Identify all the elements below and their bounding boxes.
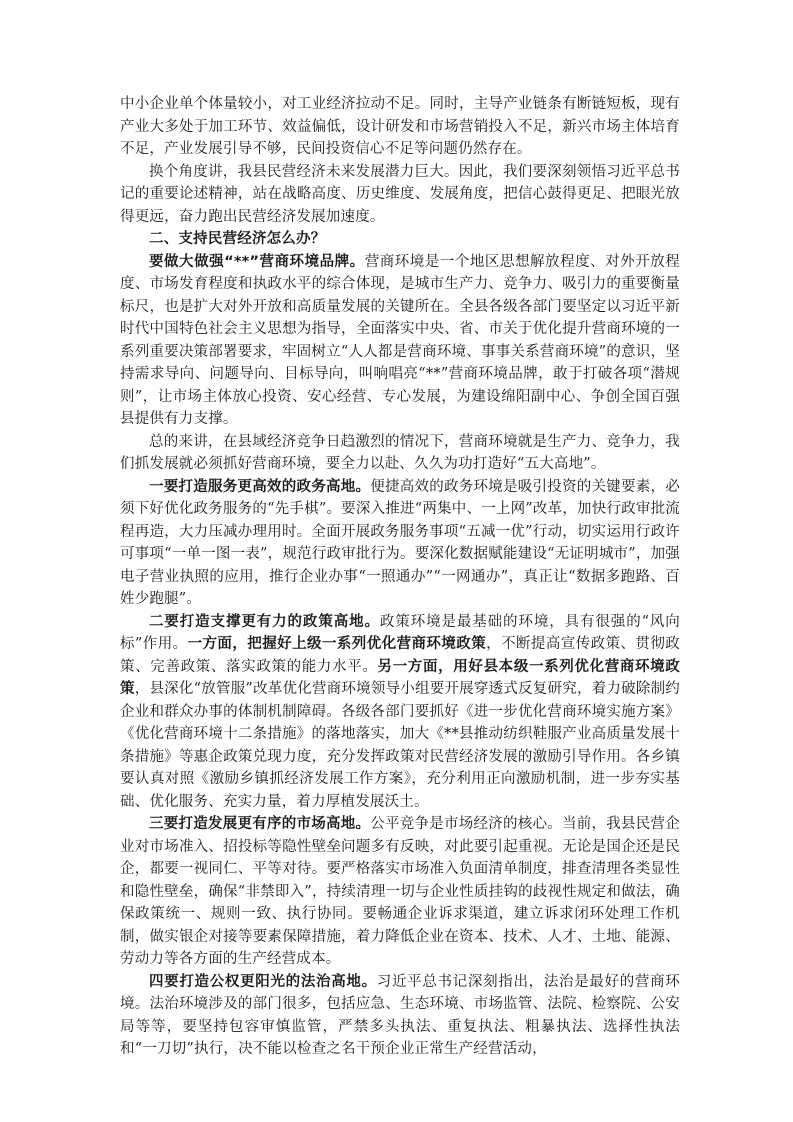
paragraph-8 <box>120 971 680 1061</box>
paragraph-6-text-c: ，县深化“放管服”改革优化营商环境领导小组要开展穿透式反复研究，着力破除制约企业和群众办事的体制机制障碍。各级各部门要抓好《进一步优化营商环境实施方案》《优化营商环境十二条措施》的落地落实，加大《**县推动纺织鞋服产业高质量发展十条措施》等惠企政策兑现力度，充分发挥政策对民营经济发展的激励引导作用。各乡镇要认真对照《激励乡镇抓经济发展工作方案》，充分利用正向激励机制，进一步夯实基础、优化服务、充实力量，着力厚植发展沃土。 <box>120 681 680 810</box>
paragraph-6-text-b: ，不断提高宣传政策、贯彻政策、完善政策、落实政策的能力水平。 <box>120 636 680 675</box>
paragraph-3 <box>120 251 680 431</box>
paragraph-8-lead: 四要打造公权更阳光的法治高地。 <box>149 973 377 990</box>
paragraph-3-lead: 要做大做强“**”营商环境品牌。 <box>149 253 365 270</box>
paragraph-6 <box>120 611 680 814</box>
paragraph-3-text: 营商环境是一个地区思想解放程度、对外开放程度、市场发育程度和执政水平的综合体现，是城市生产力、竞争力、吸引力的重要衡量标尺，也是扩大对外开放和高质量发展的关键所在。全县各级各部门要坚定以习近平新时代中国特色社会主义思想为指导，全面落实中央、省、市关于优化提升营商环境的一系列重要决策部署要求，牢固树立“人人都是营商环境、事事关系营商环境”的意识，坚持需求导向、问题导向、目标导向，叫响唱亮“**”营商环境品牌，敢于打破各项“潜规则”，让市场主体放心投资、安心经营、专心发展，为建设绵阳副中心、争创全国百强县提供有力支撑。 <box>120 253 680 427</box>
paragraph-6-bold-3: 另一方面，用好县本级一系列优化营商环境政策 <box>120 658 680 697</box>
paragraph-1 <box>120 93 680 161</box>
paragraph-7-lead: 三要打造发展更有序的市场高地。 <box>149 816 371 832</box>
paragraph-7-text: 公平竞争是市场经济的核心。当前，我县民营企业对市场准入、招投标等隐性壁垒问题多有反映，对此要引起重视。无论是国企还是民企，都要一视同仁、平等对待。要严格落实市场准入负面清单制度，排查清理各类显性和隐性壁垒，确保“非禁即入”，持续清理一切与企业性质挂钩的歧视性规定和做法，确保政策统一、规则一致、执行协同。要畅通企业诉求渠道，建立诉求闭环处理工作机制，做实银企对接等要素保障措施，着力降低企业在资本、技术、人才、土地、能源、劳动力等各方面的生产经营成本。 <box>120 816 681 967</box>
document-body <box>120 93 680 1061</box>
paragraph-6-text-a: 政策环境是最基础的环境，具有很强的“风向标”作用。 <box>120 613 680 652</box>
paragraph-4 <box>120 431 680 476</box>
paragraph-2 <box>120 161 680 229</box>
section-heading <box>120 228 680 251</box>
section-heading-text: 二、支持民营经济怎么办？ <box>149 231 326 247</box>
paragraph-1-text: 中小企业单个体量较小，对工业经济拉动不足。同时，主导产业链条有断链短板，现有产业大多处于加工环节、效益偏低，设计研发和市场营销投入不足，新兴市场主体培育不足，产业发展引导不够，民间投资信心不足等问题仍然存在。 <box>120 96 680 157</box>
paragraph-7 <box>120 813 680 971</box>
paragraph-4-text: 总的来讲，在县域经济竞争日趋激烈的情况下，营商环境就是生产力、竞争力，我们抓发展就必须抓好营商环境，要全力以赴、久久为功打造好“五大高地”。 <box>120 433 680 472</box>
paragraph-5-text: 便捷高效的政务环境是吸引投资的关键要素，必须下好优化政务服务的“先手棋”。要深入推进“两集中、一上网”改革，加快行政审批流程再造，大力压减办理用时。全面开展政务服务事项“五减一优”行动，切实运用行政许可事项“一单一图一表”，规范行政审批行为。要深化数据赋能建设“无证明城市”，加强电子营业执照的应用，推行企业办事“一照通办”“一网通办”，真正让“数据多跑路、百姓少跑腿”。 <box>120 478 681 607</box>
paragraph-5 <box>120 476 680 611</box>
paragraph-6-bold-2: 一方面，把握好上级一系列优化营商环境政策 <box>187 636 487 652</box>
paragraph-8-text: 习近平总书记深刻指出，法治是最好的营商环境。法治环境涉及的部门很多，包括应急、生态环境、市场监管、法院、检察院、公安局等等，要坚持包容审慎监管，严禁多头执法、重复执法、粗暴执法、选择性执法和“一刀切”执行，决不能以检查之名干预企业正常生产经营活动， <box>120 973 680 1057</box>
paragraph-6-lead: 二要打造支撑更有力的政策高地。 <box>149 613 380 630</box>
paragraph-2-text: 换个角度讲，我县民营经济未来发展潜力巨大。因此，我们要深刻领悟习近平总书记的重要论述精神，站在战略高度、历史维度、发展角度，把信心鼓得更足、把眼光放得更远，奋力跑出民营经济发展加速度。 <box>120 163 680 225</box>
paragraph-5-lead: 一要打造服务更高效的政务高地。 <box>149 478 371 495</box>
